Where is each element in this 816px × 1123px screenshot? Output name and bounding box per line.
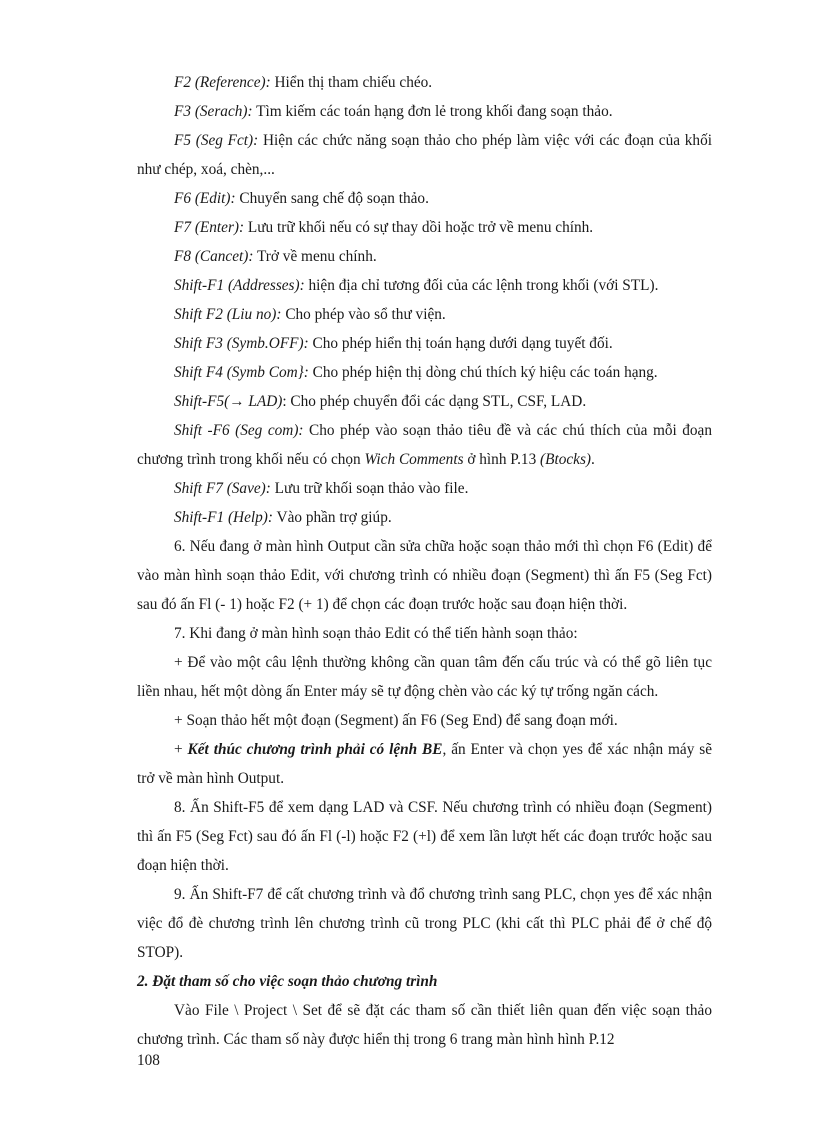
item-shift-f6: Shift -F6 (Seg com): Cho phép vào soạn thảo tiêu đề và các chú thích của mỗi đoạn chương trình trong khối nếu có chọn Wich Comments ở hình P.13 (Btocks). [137, 422, 712, 468]
paragraph-6: 6. Nếu đang ở màn hình Output cần sửa chữa hoặc soạn thảo mới thì chọn F6 (Edit) để vào màn hình soạn thảo Edit, với chương trình có nhiều đoạn (Segment) thì ấn F5 (Seg Fct) sau đó ấn Fl (- 1) hoặc F2 (+ 1) để chọn các đoạn trước hoặc sau đoạn hiện thời. [137, 538, 712, 613]
paragraph-7b: + Soạn thảo hết một đoạn (Segment) ấn F6 (Seg End) để sang đoạn mới. [174, 712, 618, 729]
item-f6: F6 (Edit): Chuyển sang chế độ soạn thảo. [174, 190, 429, 207]
item-shift-f3: Shift F3 (Symb.OFF): Cho phép hiển thị toán hạng dưới dạng tuyết đối. [174, 335, 613, 352]
paragraph-7: 7. Khi đang ở màn hình soạn thảo Edit có thể tiến hành soạn thảo: [174, 625, 578, 642]
page-number: 108 [137, 1052, 160, 1069]
page-body [137, 68, 712, 1054]
paragraph-8: 8. Ấn Shift-F5 để xem dạng LAD và CSF. Nếu chương trình có nhiều đoạn (Segment) thì ấn F5 (Seg Fct) sau đó ấn Fl (-l) hoặc F2 (+l) để xem lần lượt hết các đoạn trước hoặc sau đoạn hiện thời. [137, 799, 712, 874]
paragraph-10: Vào File \ Project \ Set để sẽ đặt các tham số cần thiết liên quan đến việc soạn thảo chương trình. Các tham số này được hiển thị trong 6 trang màn hình hình P.12 [137, 1002, 712, 1048]
item-f7: F7 (Enter): Lưu trữ khối nếu có sự thay dồi hoặc trở về menu chính. [174, 219, 594, 236]
item-f2: F2 (Reference): Hiển thị tham chiếu chéo. [174, 74, 433, 91]
item-f3: F3 (Serach): Tìm kiếm các toán hạng đơn lẻ trong khối đang soạn thảo. [174, 103, 613, 120]
item-shift-f7: Shift F7 (Save): Lưu trữ khối soạn thảo vào file. [174, 480, 469, 497]
item-shift-f1: Shift-F1 (Addresses): hiện địa chỉ tương đối của các lệnh trong khối (với STL). [174, 277, 659, 294]
paragraph-9: 9. Ấn Shift-F7 để cất chương trình và đổ chương trình sang PLC, chọn yes để xác nhận việc đổ đè chương trình lên chương trình cũ trong PLC (khi cất thì PLC phải để ở chế độ STOP). [137, 886, 712, 961]
paragraph-7a: + Để vào một câu lệnh thường không cần quan tâm đến cấu trúc và có thể gõ liên tục liền nhau, hết một dòng ấn Enter máy sẽ tự động chèn vào các ký tự trống ngăn cách. [137, 654, 712, 700]
section-heading: 2. Đặt tham số cho việc soạn thảo chương trình [137, 973, 438, 990]
item-shift-f4: Shift F4 (Symb Com}: Cho phép hiện thị dòng chú thích ký hiệu các toán hạng. [174, 364, 658, 381]
item-f8: F8 (Cancet): Trở về menu chính. [174, 248, 377, 265]
item-f5: F5 (Seg Fct): Hiện các chức năng soạn thảo cho phép làm việc với các đoạn của khối như chép, xoá, chèn,... [137, 132, 712, 178]
paragraph-7c: + Kết thúc chương trình phải có lệnh BE, ấn Enter và chọn yes để xác nhận máy sẽ trở về màn hình Output. [137, 741, 713, 787]
item-shift-f2: Shift F2 (Liu no): Cho phép vào sổ thư viện. [174, 306, 446, 323]
item-shift-f1-help: Shift-F1 (Help): Vào phần trợ giúp. [174, 509, 392, 526]
item-shift-f5: Shift-F5(→ LAD): Cho phép chuyển đổi các dạng STL, CSF, LAD. [174, 393, 587, 410]
